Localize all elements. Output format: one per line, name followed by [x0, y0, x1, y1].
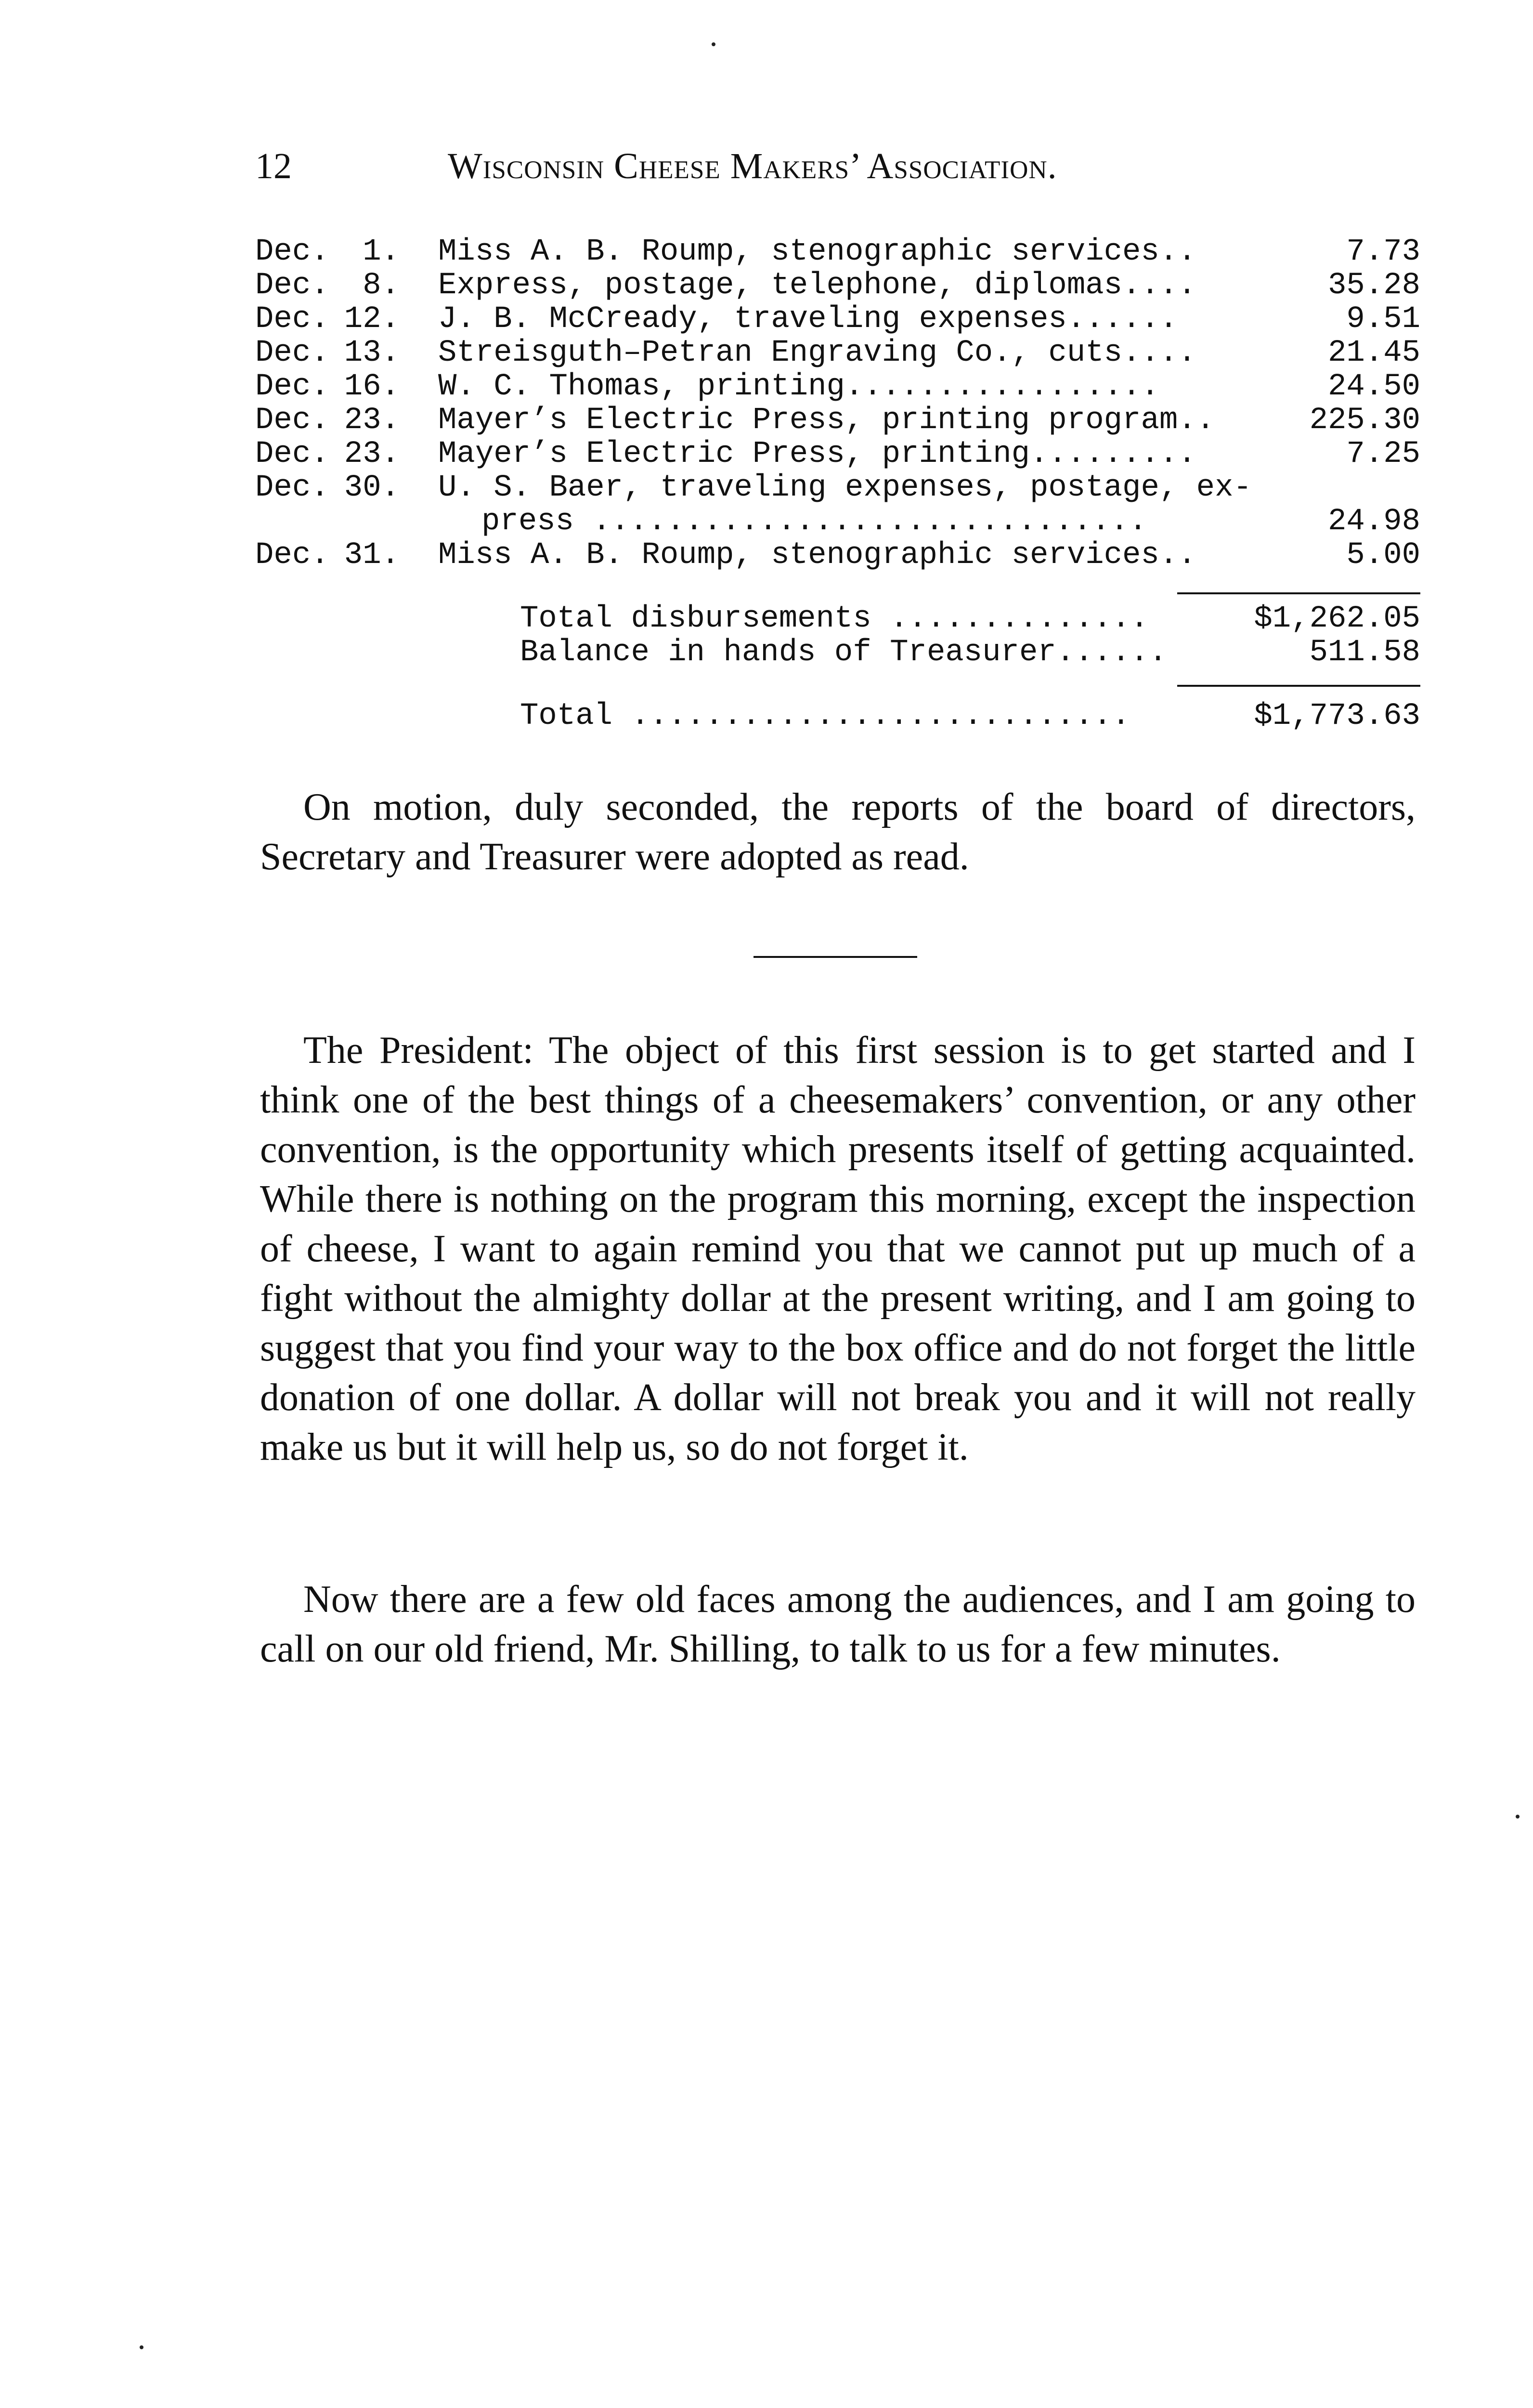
entry-month: Dec. [255, 437, 329, 471]
entry-description: W. C. Thomas, printing................. [438, 370, 1159, 404]
entry-description: Miss A. B. Roump, stenographic services.. [438, 235, 1196, 269]
scan-speck [712, 42, 715, 46]
entry-amount: 35.28 [1327, 268, 1420, 303]
disbursements-ledger [255, 235, 1420, 572]
entry-amount: 9.51 [1346, 302, 1420, 337]
entry-amount: 7.73 [1346, 235, 1420, 269]
entry-month: Dec. [255, 538, 329, 573]
entry-amount: 24.50 [1327, 369, 1420, 404]
entry-month: Dec. [255, 336, 329, 370]
total-rule [1177, 592, 1420, 594]
entry-day: 30. [344, 471, 400, 505]
page-number: 12 [255, 146, 292, 186]
balance-row [520, 636, 1420, 669]
entry-amount: 225.30 [1309, 403, 1420, 438]
entry-day: 23. [344, 403, 400, 438]
ledger-row [255, 269, 1420, 302]
total-disbursements-label: Total disbursements .............. [520, 602, 1149, 636]
entry-amount: 5.00 [1346, 538, 1420, 573]
grand-total-label: Total ........................... [520, 699, 1130, 733]
entry-amount: 21.45 [1327, 336, 1420, 370]
entry-day: 31. [344, 538, 400, 573]
entry-month: Dec. [255, 268, 329, 303]
entry-amount: 7.25 [1346, 437, 1420, 471]
entry-description: Mayer’s Electric Press, printing......... [438, 437, 1196, 471]
entry-day: 13. [344, 336, 400, 370]
entry-month: Dec. [255, 471, 329, 505]
ledger-row [255, 235, 1420, 269]
balance-amount: 511.58 [1309, 635, 1420, 670]
scan-speck [140, 2345, 143, 2349]
entry-day: 23. [344, 437, 400, 471]
paragraph-old-faces: Now there are a few old faces among the audiences, and I am going to call on our old friend, Mr. Shilling, to talk to us for a few minutes. [260, 1578, 1416, 1670]
total-disbursements-row [520, 602, 1420, 636]
entry-description: J. B. McCready, traveling expenses...... [438, 302, 1178, 336]
entry-day: 1. [363, 235, 400, 269]
page-header [255, 140, 1425, 193]
ledger-row [255, 336, 1420, 370]
paragraph-president: The President: The object of this first session is to get started and I think one of the best things of a cheesemakers’ convention, or any other convention, is the opportunity which presents itself of getting acquainted. While there is nothing on the program this morning, except the inspection of cheese, I want to again remind you that we cannot put up much of a fight without the almighty dollar at the present writing, and I am going to suggest that you find your way to the box office and do not forget the little donation of one dollar. A dollar will not break you and it will not really make us but it will help us, so do not forget it. [260, 1029, 1416, 1468]
paragraph-motion: On motion, duly seconded, the reports of the board of directors, Secretary and Treasurer were adopted as read. [260, 786, 1416, 878]
entry-day: 12. [344, 302, 400, 337]
total-disbursements-amount: $1,262.05 [1254, 602, 1420, 636]
entry-month: Dec. [255, 403, 329, 438]
entry-month: Dec. [255, 302, 329, 337]
running-head: Wisconsin Cheese Makers’ Association. [448, 146, 1057, 186]
ledger-row [255, 404, 1420, 437]
entry-description: Mayer’s Electric Press, printing program.. [438, 404, 1215, 437]
ledger-row [255, 302, 1420, 336]
ledger-row [255, 538, 1420, 572]
entry-description: Miss A. B. Roump, stenographic services.. [438, 538, 1196, 572]
entry-month: Dec. [255, 235, 329, 269]
ledger-row [255, 471, 1420, 538]
scan-speck [1516, 1815, 1520, 1819]
ledger-row [255, 370, 1420, 404]
entry-day: 8. [363, 268, 400, 303]
grand-total-amount: $1,773.63 [1254, 699, 1420, 733]
ledger-row [255, 437, 1420, 471]
entry-amount: 24.98 [1327, 504, 1420, 539]
entry-description: Streisguth–Petran Engraving Co., cuts.... [438, 336, 1196, 370]
entry-description: Express, postage, telephone, diplomas.... [438, 269, 1196, 302]
grand-total-row [520, 699, 1420, 733]
entry-description-block [438, 471, 1425, 538]
entry-month: Dec. [255, 369, 329, 404]
entry-description: U. S. Baer, traveling expenses, postage, ex- [438, 471, 1252, 505]
balance-label: Balance in hands of Treasurer...... [520, 636, 1168, 669]
section-divider [754, 956, 917, 958]
entry-description-continued: press .............................. [481, 504, 1147, 538]
entry-day: 16. [344, 369, 400, 404]
grand-total-rule [1177, 685, 1420, 687]
